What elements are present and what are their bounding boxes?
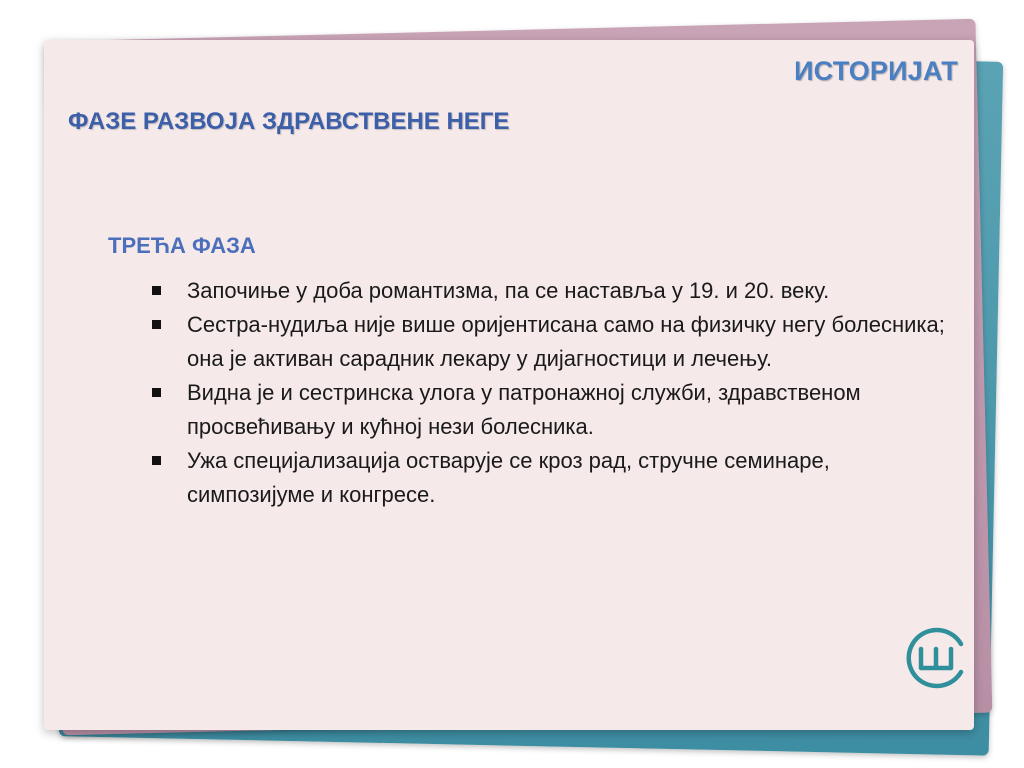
list-item [150,274,960,308]
page-title: ФАЗЕ РАЗВОЈА ЗДРАВСТВЕНЕ НЕГЕ [68,108,510,135]
phase-heading: ТРЕЋА ФАЗА [108,233,256,258]
section-title: ИСТОРИЈАТ [794,56,958,86]
list-item [150,308,960,376]
square-bullet-icon [152,286,161,295]
bullet-text: Започиње у доба романтизма, па се наставља у 19. и 20. веку. [187,278,830,303]
bullet-text: Видна је и сестринска улога у патронажној служби, здравственом просвећивању и кућној нези болесника. [187,380,861,439]
list-item [150,376,960,444]
school-logo-icon [899,622,971,694]
bullet-text: Ужа специјализација остварује се кроз рад, стручне семинаре, симпозијуме и конгресе. [187,448,830,507]
bullet-list [150,274,960,512]
list-item [150,444,960,512]
bullet-text: Сестра-нудиља није више оријентисана само на физичку негу болесника; она је активан сарадник лекару у дијагностици и лечењу. [187,312,945,371]
square-bullet-icon [152,320,161,329]
square-bullet-icon [152,456,161,465]
square-bullet-icon [152,388,161,397]
